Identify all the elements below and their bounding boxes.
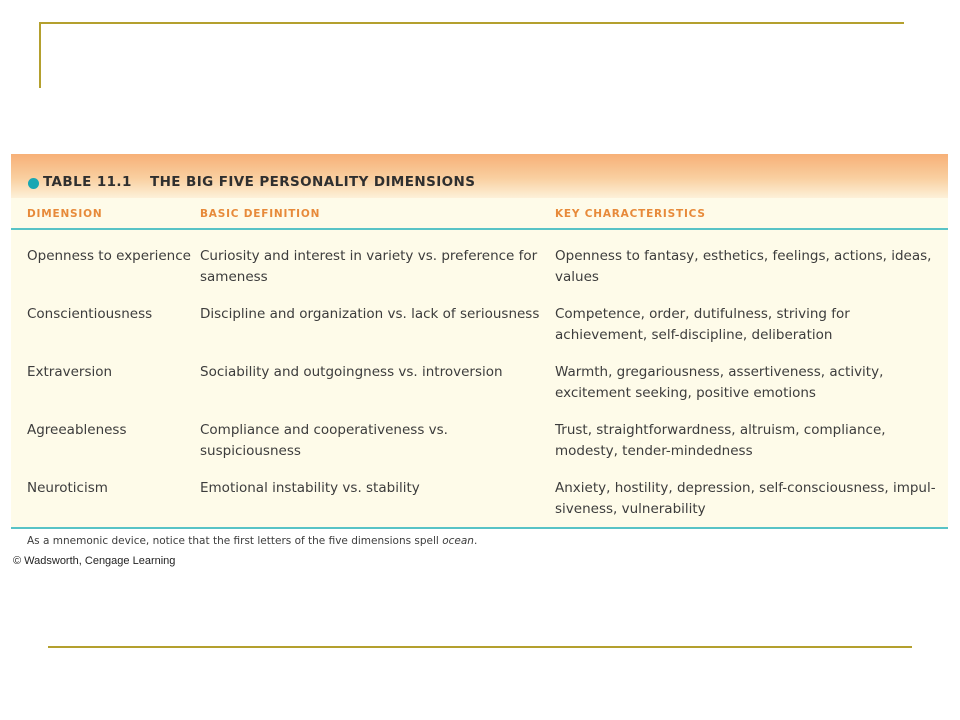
footnote-emphasis: ocean <box>442 535 474 547</box>
column-header-characteristics: KEY CHARACTERISTICS <box>555 208 706 220</box>
table-cell-characteristics: Warmth, gregariousness, assertiveness, activity, excitement seeking, positive emotions <box>555 364 884 401</box>
slide-frame-bottom-line <box>48 646 912 648</box>
table-cell-dimension: Openness to experience <box>27 248 191 264</box>
footnote-end: . <box>473 535 478 547</box>
header-divider <box>11 228 948 230</box>
table-figure <box>11 154 948 529</box>
table-cell-dimension: Conscientiousness <box>27 306 153 322</box>
table-cell-dimension: Extraversion <box>27 364 113 380</box>
table-cell-definition: Sociability and outgoingness vs. introversion <box>200 364 503 380</box>
slide-frame-left-line <box>39 22 41 88</box>
slide-frame-top-line <box>39 22 904 24</box>
table-cell-definition: Curiosity and interest in variety vs. preference for sameness <box>200 248 538 285</box>
table-cell-characteristics: Competence, order, dutifulness, striving for achievement, self-discipline, deliberation <box>555 306 850 343</box>
table-label: TABLE 11.1 <box>43 174 132 190</box>
table-bottom-divider <box>11 527 948 529</box>
footnote-text: As a mnemonic device, notice that the first letters of the five dimensions spell <box>27 535 443 547</box>
table-footnote <box>27 535 477 547</box>
table-cell-definition: Emotional instability vs. stability <box>200 480 420 496</box>
bullet-dot-icon <box>28 178 39 189</box>
table-cell-dimension: Neuroticism <box>27 480 108 496</box>
table-title: THE BIG FIVE PERSONALITY DIMENSIONS <box>150 174 476 190</box>
table-cell-characteristics: Trust, straightforwardness, altruism, compliance, modesty, tender-mindedness <box>555 422 886 459</box>
column-header-dimension: DIMENSION <box>27 208 103 220</box>
table-cell-dimension: Agreeableness <box>27 422 127 438</box>
table-cell-definition: Discipline and organization vs. lack of seriousness <box>200 306 540 322</box>
column-header-definition: BASIC DEFINITION <box>200 208 321 220</box>
table-cell-definition: Compliance and cooperativeness vs. suspiciousness <box>200 422 448 459</box>
copyright-notice: © Wadsworth, Cengage Learning <box>13 555 176 567</box>
table-cell-characteristics: Openness to fantasy, esthetics, feelings, actions, ideas, values <box>555 248 932 285</box>
table-cell-characteristics: Anxiety, hostility, depression, self-consciousness, impul-siveness, vulnerability <box>555 480 936 517</box>
